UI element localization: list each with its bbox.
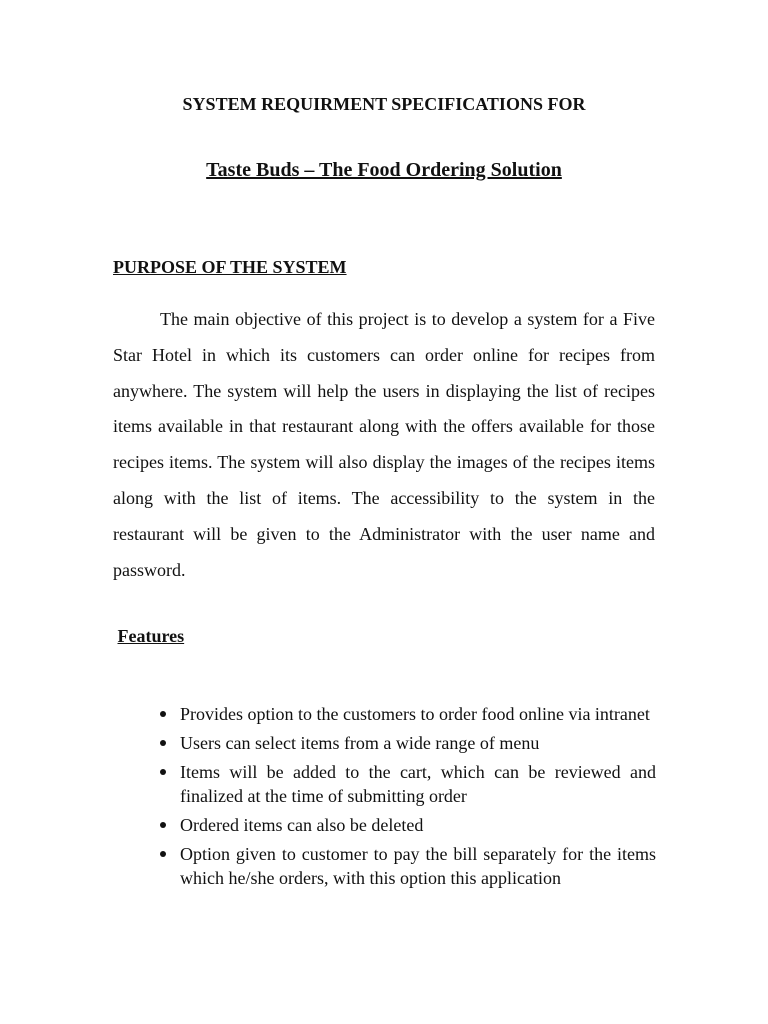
- bullet-icon: [160, 851, 166, 857]
- document-title: Taste Buds – The Food Ordering Solution: [206, 159, 562, 181]
- list-item-text: Option given to customer to pay the bill separately for the items which he/she orders, with this option this application: [180, 844, 656, 888]
- list-item-text: Provides option to the customers to order food online via intranet: [180, 704, 650, 724]
- features-list: [0, 702, 768, 895]
- bullet-icon: [160, 822, 166, 828]
- list-item: [180, 731, 656, 755]
- list-item-text: Items will be added to the cart, which can be reviewed and finalized at the time of submitting order: [180, 762, 656, 806]
- features-heading: Features: [117, 626, 185, 646]
- bullet-icon: [160, 711, 166, 717]
- list-item-text: Users can select items from a wide range of menu: [180, 733, 540, 753]
- document-heading: SYSTEM REQUIRMENT SPECIFICATIONS FOR: [182, 94, 586, 114]
- purpose-heading: PURPOSE OF THE SYSTEM: [113, 257, 347, 277]
- list-item: [180, 842, 656, 890]
- purpose-paragraph: The main objective of this project is to develop a system for a Five Star Hotel in which its customers can order online for recipes from anywhere. The system will help the users in displaying the list of recipes items available in that restaurant along with the offers available for those recipes items. The system will also display the images of the recipes items along with the list of items. The accessibility to the system in the restaurant will be given to the Administrator with the user name and password.: [113, 309, 655, 580]
- bullet-icon: [160, 769, 166, 775]
- list-item: [180, 702, 656, 726]
- list-item-text: Ordered items can also be deleted: [180, 815, 424, 835]
- list-item: [180, 760, 656, 808]
- features-heading-block: [113, 626, 184, 647]
- list-item: [180, 813, 656, 837]
- bullet-icon: [160, 740, 166, 746]
